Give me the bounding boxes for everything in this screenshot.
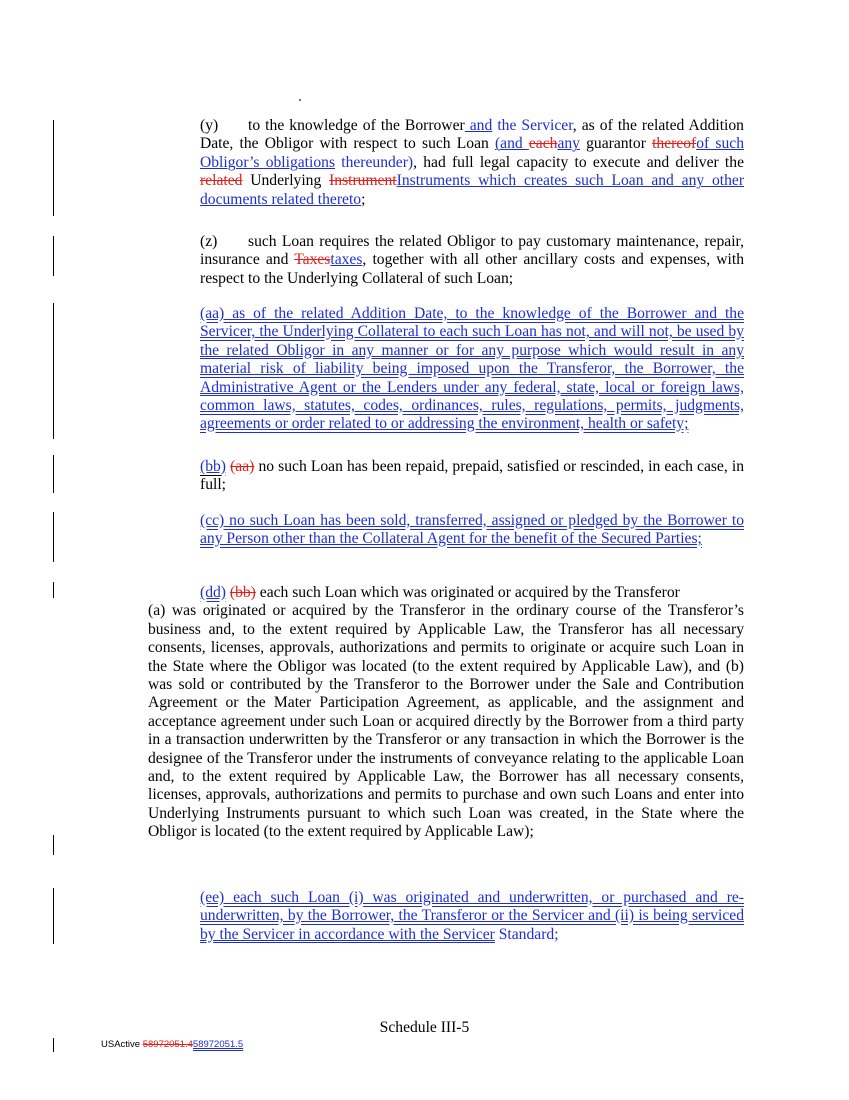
paragraph-dd: (dd) (bb) each such Loan which was originated or acquired by the Transferor (a) was originated or acquired by the Transferor in the ordinary course of the Transferor’s business and, to the extent required by Applicable Law, the Transferor has all necessary consents, licenses, approvals, authorizations and permits to originate or acquire such Loan in the State where the Obligor was located (to the extent required by Applicable Law), and (b) was sold or contributed by the Transferor to the Borrower under the Sale and Contribution Agreement or the Mater Participation Agreement, as applicable, and the assignment and acceptance agreement under such Loan or acquired directly by the Borrower from a third party in a transaction underwritten by the Transferor or any transaction in which the Borrower is the designee of the Transferor under the instruments of conveyance relating to the applicable Loan and, to the extent required by Applicable Law, the Borrower has all necessary consents, licenses, approvals, authorizations and permits to purchase and own such Loans and enter into Underlying Instruments pursuant to which such Loan was created, in the State where the Obligor is located (to the extent required by Applicable Law); [148,584,744,841]
change-bar [53,1038,54,1052]
paragraph-aa: (aa) as of the related Addition Date, to the knowledge of the Borrower and the Servicer, the Underlying Collateral to each such Loan has not, and will not, be used by the related Obligor in any manner or for any purpose which would result in any material risk of liability being imposed upon the Transferor, the Borrower, the Administrative Agent or the Lenders under any federal, state, local or foreign laws, common laws, statutes, codes, ordinances, rules, regulations, permits, judgments, agreements or order related to or addressing the environment, health or safety; [200,305,744,433]
paragraph-bb: (bb) (aa) no such Loan has been repaid, prepaid, satisfied or rescinded, in each case, in full; [200,458,744,494]
deletion: Taxes [294,251,331,269]
paragraph-ee: (ee) each such Loan (i) was originated and underwritten, or purchased and re-underwritten, by the Borrower, the Transferor or the Servicer and (ii) is being serviced by the Servicer in accordance with the Servicer Standard; [200,889,744,943]
change-bar [53,835,54,855]
paragraph-y: (y) to the knowledge of the Borrower and the Servicer, as of the related Addition Date, the Obligor with respect to such Loan (and eachany guarantor thereofof such Obligor’s obligations thereunder), had full legal capacity to execute and deliver the related Underlying InstrumentInstruments which creates such Loan and any other documents related thereto; [200,117,745,208]
document-id: USActive 58972051.458972051.5 [101,1039,244,1050]
page-footer-label: Schedule III-5 [379,1019,470,1036]
change-bar [53,236,54,276]
change-bar [53,582,54,598]
deletion: (aa) [230,458,255,475]
paragraph-label: (y) [200,117,219,134]
change-bar [53,120,54,216]
deletion: Instrument [329,172,397,190]
paragraph-label: (z) [200,233,218,250]
deletion: thereof [652,135,697,153]
deletion: (bb) [229,584,256,601]
change-bar [53,303,54,439]
paragraph-cc: (cc) no such Loan has been sold, transferred, assigned or pledged by the Borrower to any Person other than the Collateral Agent for the benefit of the Secured Parties; [200,512,744,548]
change-bar [53,455,54,493]
paragraph-z: (z) such Loan requires the related Obligor to pay customary maintenance, repair, insurance and Taxestaxes, together with all other ancillary costs and expenses, with respect to the Underlying Collateral of such Loan; [200,233,744,287]
deletion: each [528,135,558,153]
stray-mark [299,99,301,101]
change-bar [53,512,54,562]
deletion: related [200,172,243,190]
change-bar [53,888,54,944]
